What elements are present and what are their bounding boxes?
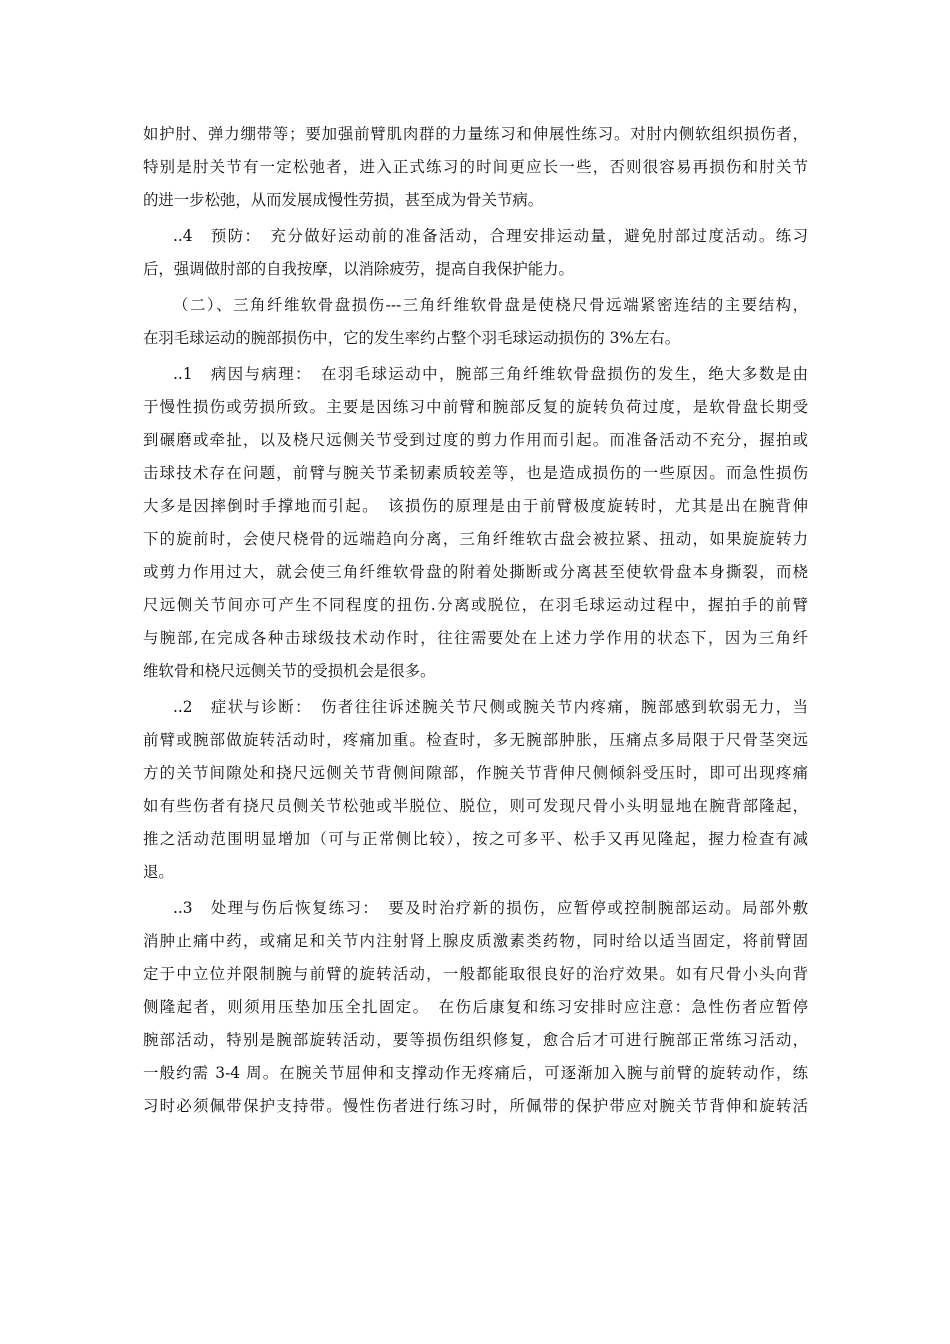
text-line: 特别是肘关节有一定松弛者，进入正式练习的时间更应长一些，否则很容易再损伤和肘关节	[143, 158, 808, 176]
text-line: 击球技术存在问题，前臂与腕关节柔韧素质较差等，也是造成损伤的一些原因。而急性损伤	[143, 464, 808, 482]
text-line: 退。	[143, 863, 174, 881]
text-line: 侧隆起者，则须用压垫加压全扎固定。 在伤后康复和练习安排时应注意：急性伤者应暂停	[143, 998, 808, 1016]
text-line: 后，强调做肘部的自我按摩，以消除疲劳，提高自我保护能力。	[143, 260, 574, 278]
text-line: 如有些伤者有挠尺员侧关节松弛或半脱位、脱位，则可发现尺骨小头明显地在腕背部隆起，	[143, 797, 808, 815]
text-line: ..3 处理与伤后恢复练习： 要及时治疗新的损伤，应暂停或控制腕部运动。局部外敷	[173, 899, 808, 917]
paragraph-prevention	[143, 220, 808, 286]
text-line: 习时必须佩带保护支持带。慢性伤者进行练习时，所佩带的保护带应对腕关节背伸和旋转活	[143, 1097, 808, 1115]
text-line: 的进一步松弛，从而发展成慢性劳损，甚至成为骨关节病。	[143, 191, 544, 209]
text-line: 下的旋前时，会使尺桡骨的远端趋向分离，三角纤维软古盘会被拉紧、扭动，如果旋旋转力	[143, 530, 808, 548]
text-line: 方的关节间隙处和挠尺远侧关节背侧间隙部，作腕关节背伸尺侧倾斜受压时，即可出现疼痛	[143, 764, 808, 782]
text-line: 推之活动范围明显增加（可与正常侧比较），按之可多平、松手又再见隆起，握力检查有减	[143, 830, 808, 848]
paragraph-treatment-recovery	[143, 892, 808, 1123]
text-line: ..2 症状与诊断： 伤者往往诉述腕关节尺侧或腕关节内疼痛，腕部感到软弱无力，当	[173, 698, 808, 716]
text-line: 前臂或腕部做旋转活动时，疼痛加重。检查时，多无腕部肿胀，压痛点多局限于尺骨茎突远	[143, 731, 808, 749]
paragraph-cause-pathology	[143, 358, 808, 688]
text-line: 尺远侧关节间亦可产生不同程度的扭伤.分离或脱位，在羽毛球运动过程中，握拍手的前臂	[143, 596, 808, 614]
text-line: 一般约需 3-4 周。在腕关节屈伸和支撑动作无疼痛后，可逐渐加入腕与前臂的旋转动作，练	[143, 1064, 808, 1082]
text-line: 腕部活动，特别是腕部旋转活动，要等损伤组织修复，愈合后才可进行腕部正常练习活动，	[143, 1031, 808, 1049]
text-line: 与腕部,在完成各种击球级技术动作时，往往需要处在上述力学作用的状态下，因为三角纤	[143, 629, 808, 647]
text-line: ..1 病因与病理： 在羽毛球运动中，腕部三角纤维软骨盘损伤的发生，绝大多数是由	[173, 365, 808, 383]
section-heading-line: （二）、三角纤维软骨盘损伤---三角纤维软骨盘是使桡尺骨远端紧密连结的主要结构，	[173, 296, 808, 314]
paragraph-section-heading	[143, 289, 808, 355]
text-line: 消肿止痛中药，或痛足和关节内注射肾上腺皮质激素类药物，同时给以适当固定，将前臂固	[143, 932, 808, 950]
text-line: 到碾磨或牵扯，以及桡尺远侧关节受到过度的剪力作用而引起。而准备活动不充分，握拍或	[143, 431, 808, 449]
paragraph-symptoms-diagnosis	[143, 691, 808, 889]
text-line: 或剪力作用过大，就会使三角纤维软骨盘的附着处撕断或分离甚至使软骨盘本身撕裂，而桡	[143, 563, 808, 581]
text-line: ..4 预防： 充分做好运动前的准备活动，合理安排运动量，避免肘部过度活动。练习	[173, 227, 808, 245]
text-line: 维软骨和桡尺远侧关节的受损机会是很多。	[143, 662, 436, 680]
text-line: 于慢性损伤或劳损所致。主要是因练习中前臂和腕部反复的旋转负荷过度，是软骨盘长期受	[143, 398, 808, 416]
text-line: 定于中立位并限制腕与前臂的旋转活动，一般都能取很良好的治疗效果。如有尺骨小头向背	[143, 965, 808, 983]
paragraph-elbow-protection	[143, 118, 808, 217]
document-body	[143, 118, 808, 1126]
text-line: 大多是因摔倒时手撑地而引起。 该损伤的原理是由于前臂极度旋转时，尤其是出在腕背伸	[143, 497, 808, 515]
text-line: 在羽毛球运动的腕部损伤中，它的发生率约占整个羽毛球运动损伤的 3%左右。	[143, 329, 681, 347]
text-line: 如护肘、弹力绷带等；要加强前臂肌肉群的力量练习和伸展性练习。对肘内侧软组织损伤者，	[143, 125, 808, 143]
